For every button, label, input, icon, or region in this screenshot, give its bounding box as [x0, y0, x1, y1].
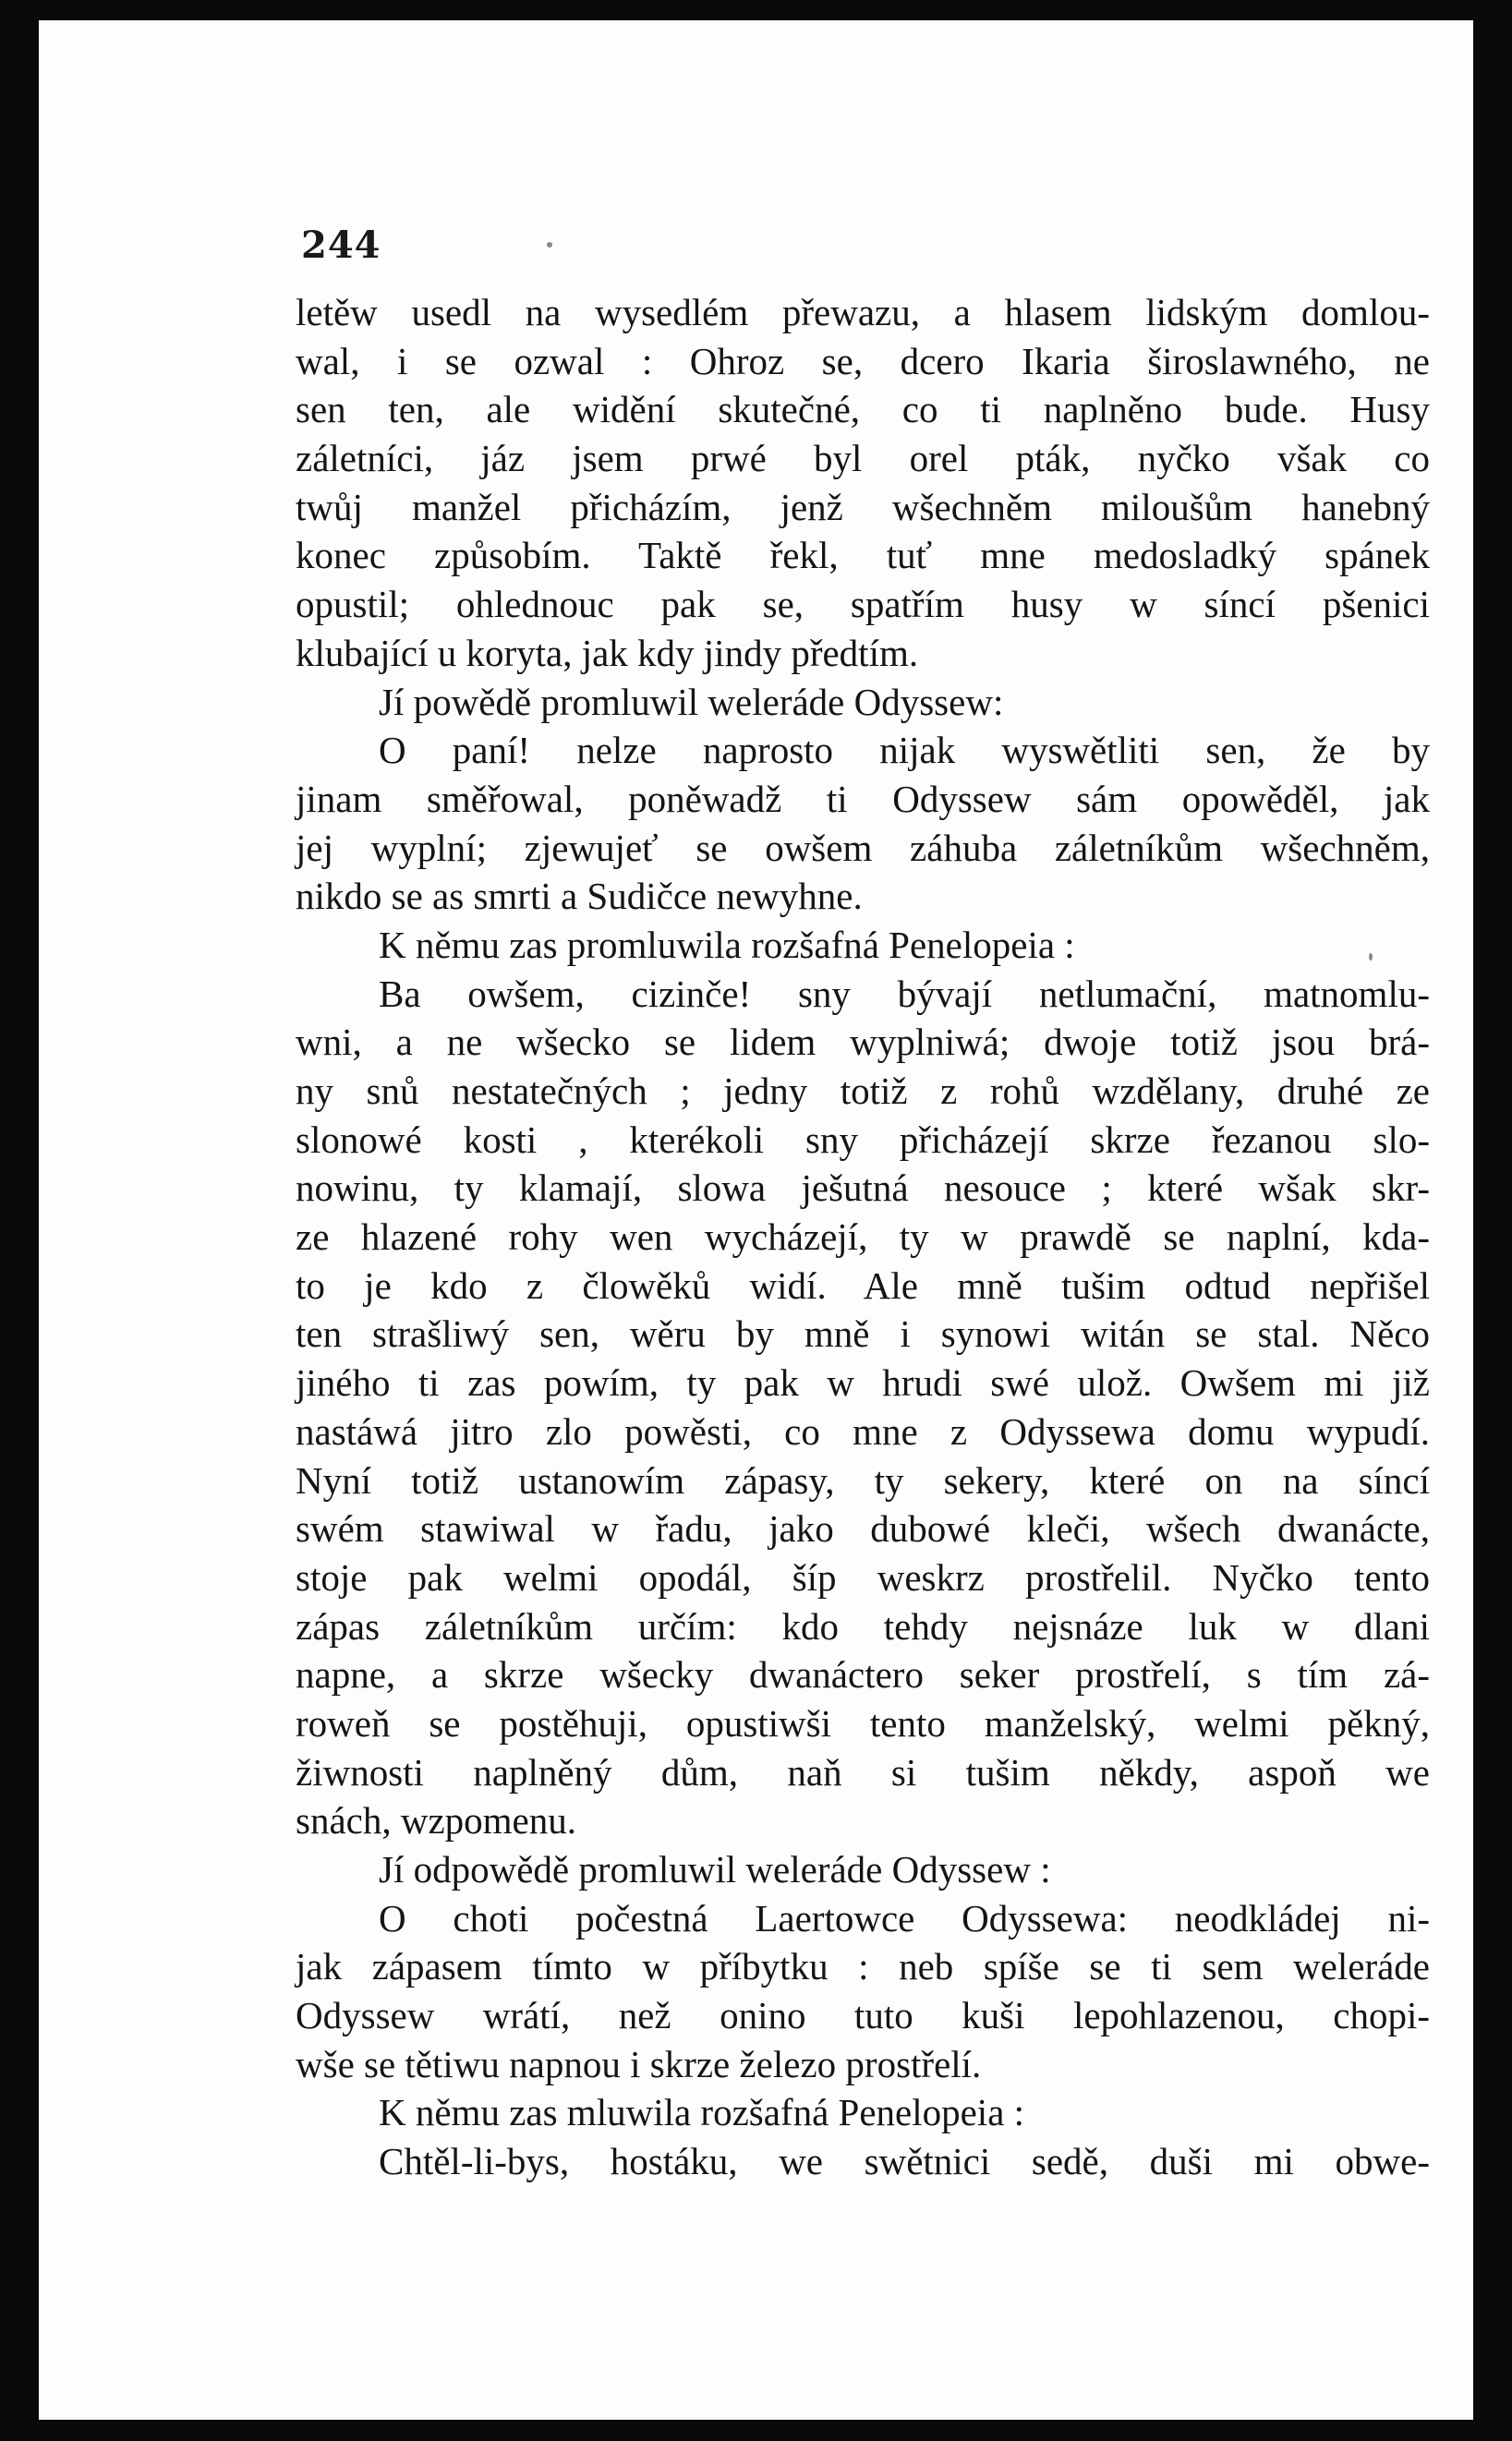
text-line: wše se tětiwu napnou i skrze železo prostřelí.: [296, 2042, 982, 2085]
text-line: klubající u koryta, jak kdy jindy předtím.: [296, 631, 919, 674]
text-line: ny snů nestatečných ; jedny totiž z rohů wzdělany, druhé ze: [296, 1069, 1430, 1112]
text-line: twůj manžel přicházím, jenž wšechněm miloušům hanebný: [296, 485, 1430, 528]
text-line: Nyní totiž ustanowím zápasy, ty sekery, které on na síncí: [296, 1458, 1430, 1502]
text-line: O choti počestná Laertowce Odyssewa: neodkládej ni-: [379, 1896, 1430, 1940]
text-line: wal, i se ozwal : Ohroz se, dcero Ikaria široslawného, ne: [296, 339, 1430, 382]
text-line: Jí powědě promluwil weleráde Odyssew:: [379, 680, 1004, 723]
body-text: [296, 288, 1430, 2186]
text-line: žiwnosti naplněný dům, naň si tušim někdy, aspoň we: [296, 1750, 1430, 1794]
text-line: jej wyplní; zjewujeť se owšem záhuba záletníkům wšechněm,: [296, 826, 1430, 869]
text-line: K němu zas promluwila rozšafná Penelopeia :: [379, 923, 1075, 966]
text-line: wni, a ne wšecko se lidem wyplniwá; dwoje totiž jsou brá-: [296, 1021, 1430, 1064]
text-line: ze hlazené rohy wen wycházejí, ty w prawdě se naplní, kdа-: [296, 1215, 1430, 1259]
text-line: Chtěl-li-bys, hostáku, we swětnici sedě, duši mi obwe-: [379, 2140, 1430, 2183]
text-line: nikdo se as smrti a Sudičce newyhne.: [296, 875, 863, 918]
text-line: Odyssew wrátí, než onino tuto kuši lepohlazenou, chopi-: [296, 1994, 1430, 2037]
text-line: Jí odpowědě promluwil weleráde Odyssew :: [379, 1848, 1051, 1891]
text-line: roweň se postěhuji, opustiwši tento manželský, welmi pěkný,: [296, 1701, 1430, 1745]
text-line: stoje pak welmi opodál, šíp weskrz prostřelil. Nyčko tento: [296, 1555, 1430, 1599]
text-line: nastáwá jitro zlo powěsti, co mne z Odyssewa domu wypudí.: [296, 1409, 1430, 1453]
page-number: 244: [301, 224, 381, 267]
text-line: K němu zas mluwila rozšafná Penelopeia :: [379, 2091, 1025, 2134]
text-line: sen ten, ale widění skutečné, co ti naplněno bude. Husy: [296, 388, 1430, 431]
text-line: snách, wzpomenu.: [296, 1799, 576, 1843]
text-line: jinam směřowal, poněwadž ti Odyssew sám opowěděl, jak: [296, 777, 1430, 820]
text-line: jak zápasem tímto w příbytku : neb spíše se ti sem weleráde: [296, 1945, 1430, 1988]
text-line: letěw usedl na wysedlém přewazu, a hlasem lidským domlou-: [296, 291, 1430, 333]
text-line: O paní! nelze naprosto nijak wyswětliti sen, že by: [379, 729, 1430, 772]
text-line: Ba owšem, cizinče! sny bývají netlumační, matnomlu-: [379, 972, 1430, 1015]
print-speck: [547, 242, 552, 248]
text-line: jiného ti zas powím, ty pak w hrudi swé ulož. Owšem mi již: [296, 1361, 1430, 1405]
book-page: [39, 20, 1473, 2420]
text-line: nowinu, ty klamají, slowa ješutná nesouce ; které wšak skr-: [296, 1166, 1430, 1210]
text-line: ten strašliwý sen, wěru by mně i synowi witán se stal. Něco: [296, 1312, 1430, 1356]
text-line: konec způsobím. Taktě řekl, tuť mne medosladký spánek: [296, 534, 1430, 577]
text-line: napne, a skrze wšecky dwanáctero seker prostřelí, s tím zá-: [296, 1653, 1430, 1697]
text-line: to je kdo z člowěků widí. Ale mně tušim odtud nepřišel: [296, 1263, 1430, 1307]
text-line: slonowé kosti , kterékoli sny přicházejí skrze řezanou slo-: [296, 1118, 1430, 1161]
print-speck: [1369, 953, 1373, 961]
text-line: swém stawiwal w řadu, jako dubowé kleči, wšech dwanácte,: [296, 1507, 1430, 1551]
text-line: zápas záletníkům určím: kdo tehdy nejsnáze luk w dlani: [296, 1604, 1430, 1648]
text-line: záletníci, jáz jsem prwé byl orel pták, nyčko však co: [296, 437, 1430, 480]
text-line: opustil; ohlednouc pak se, spatřím husy w síncí pšenici: [296, 583, 1430, 626]
